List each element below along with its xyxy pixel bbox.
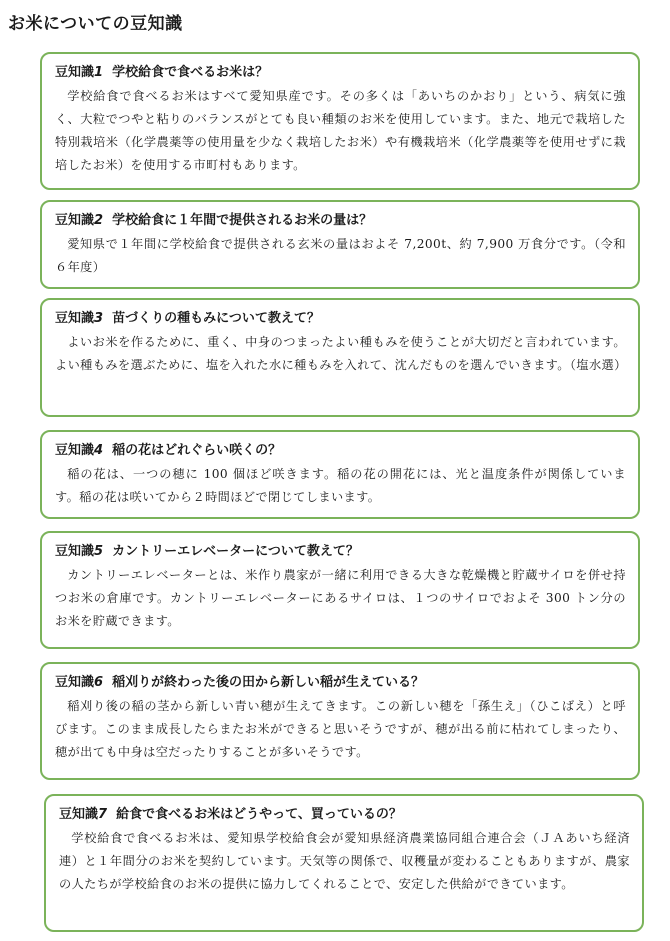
trivia-card-2	[40, 200, 640, 289]
trivia-card-body: よいお米を作るために、重く、中身のつまったよい種もみを使うことが大切だと言われています。よい種もみを選ぶために、塩を入れた水に種もみを入れて、沈んだものを選んでいきます。（塩水選）	[55, 335, 627, 372]
trivia-card-title	[55, 442, 626, 460]
trivia-card-3	[40, 298, 640, 417]
trivia-number: 1	[94, 65, 104, 80]
trivia-label: 豆知識	[55, 65, 95, 80]
trivia-label: 豆知識	[55, 213, 95, 228]
trivia-card-1	[40, 52, 640, 190]
trivia-number: 4	[94, 443, 104, 458]
trivia-number: 7	[98, 807, 108, 822]
trivia-card-body: 愛知県で１年間に学校給食で提供される玄米の量はおよそ 7,200t、約 7,900 万食分です。（令和６年度）	[55, 237, 626, 274]
trivia-question: 稲の花はどれぐらい咲くの？	[112, 443, 282, 458]
trivia-question: 給食で食べるお米はどうやって、買っているの？	[116, 807, 402, 822]
trivia-card-title	[55, 64, 626, 82]
trivia-card-body: 稲の花は、一つの穂に 100 個ほど咲きます。稲の花の開花には、光と温度条件が関係しています。稲の花は咲いてから２時間ほどで閉じてしまいます。	[55, 467, 626, 504]
page-title: お米についての豆知識	[8, 14, 183, 34]
trivia-question: 稲刈りが終わった後の田から新しい稲が生えている？	[112, 675, 424, 690]
trivia-card-4	[40, 430, 640, 519]
trivia-card-7	[44, 794, 644, 932]
trivia-card-body: 学校給食で食べるお米はすべて愛知県産です。その多くは「あいちのかおり」という、病気に強く、大粒でつやと粘りのバランスがとても良い種類のお米を使用しています。また、地元で栽培した特別栽培米（化学農薬等の使用量を少なく栽培したお米）や有機栽培米（化学農薬等を使用せずに栽培したお米）を使用する市町村もあります。	[55, 89, 626, 172]
trivia-number: 2	[94, 213, 104, 228]
trivia-card-title	[55, 543, 626, 561]
trivia-number: 6	[94, 675, 104, 690]
trivia-label: 豆知識	[55, 311, 95, 326]
trivia-label: 豆知識	[55, 675, 95, 690]
trivia-card-body: 稲刈り後の稲の茎から新しい青い穂が生えてきます。この新しい穂を「孫生え」（ひこばえ）と呼びます。このまま成長したらまたお米ができると思いそうですが、穂が出る前に枯れてしまったり、穂が出ても中身は空だったりすることが多いそうです。	[55, 699, 626, 759]
trivia-question: カントリーエレベーターについて教えて？	[112, 544, 359, 559]
trivia-card-6	[40, 662, 640, 780]
trivia-card-body: カントリーエレベーターとは、米作り農家が一緒に利用できる大きな乾燥機と貯蔵サイロを併せ持つお米の倉庫です。カントリーエレベーターにあるサイロは、１つのサイロでおよそ 300 トン分のお米を貯蔵できます。	[55, 568, 626, 628]
trivia-card-title	[55, 212, 626, 230]
trivia-card-5	[40, 531, 640, 649]
trivia-label: 豆知識	[59, 807, 99, 822]
trivia-label: 豆知識	[55, 544, 95, 559]
trivia-number: 3	[94, 311, 104, 326]
trivia-card-title	[55, 674, 626, 692]
trivia-question: 学校給食に１年間で提供されるお米の量は？	[112, 213, 373, 228]
trivia-card-body: 学校給食で食べるお米は、愛知県学校給食会が愛知県経済農業協同組合連合会（ＪＡあいち経済連）と１年間分のお米を契約しています。天気等の関係で、収穫量が変わることもありますが、農家の人たちが学校給食のお米の提供に協力してくれることで、安定した供給ができています。	[59, 831, 630, 891]
trivia-question: 学校給食で食べるお米は？	[112, 65, 269, 80]
trivia-card-title	[55, 310, 626, 328]
trivia-number: 5	[94, 544, 104, 559]
trivia-label: 豆知識	[55, 443, 95, 458]
trivia-question: 苗づくりの種もみについて教えて？	[112, 311, 320, 326]
trivia-card-title	[59, 806, 630, 824]
